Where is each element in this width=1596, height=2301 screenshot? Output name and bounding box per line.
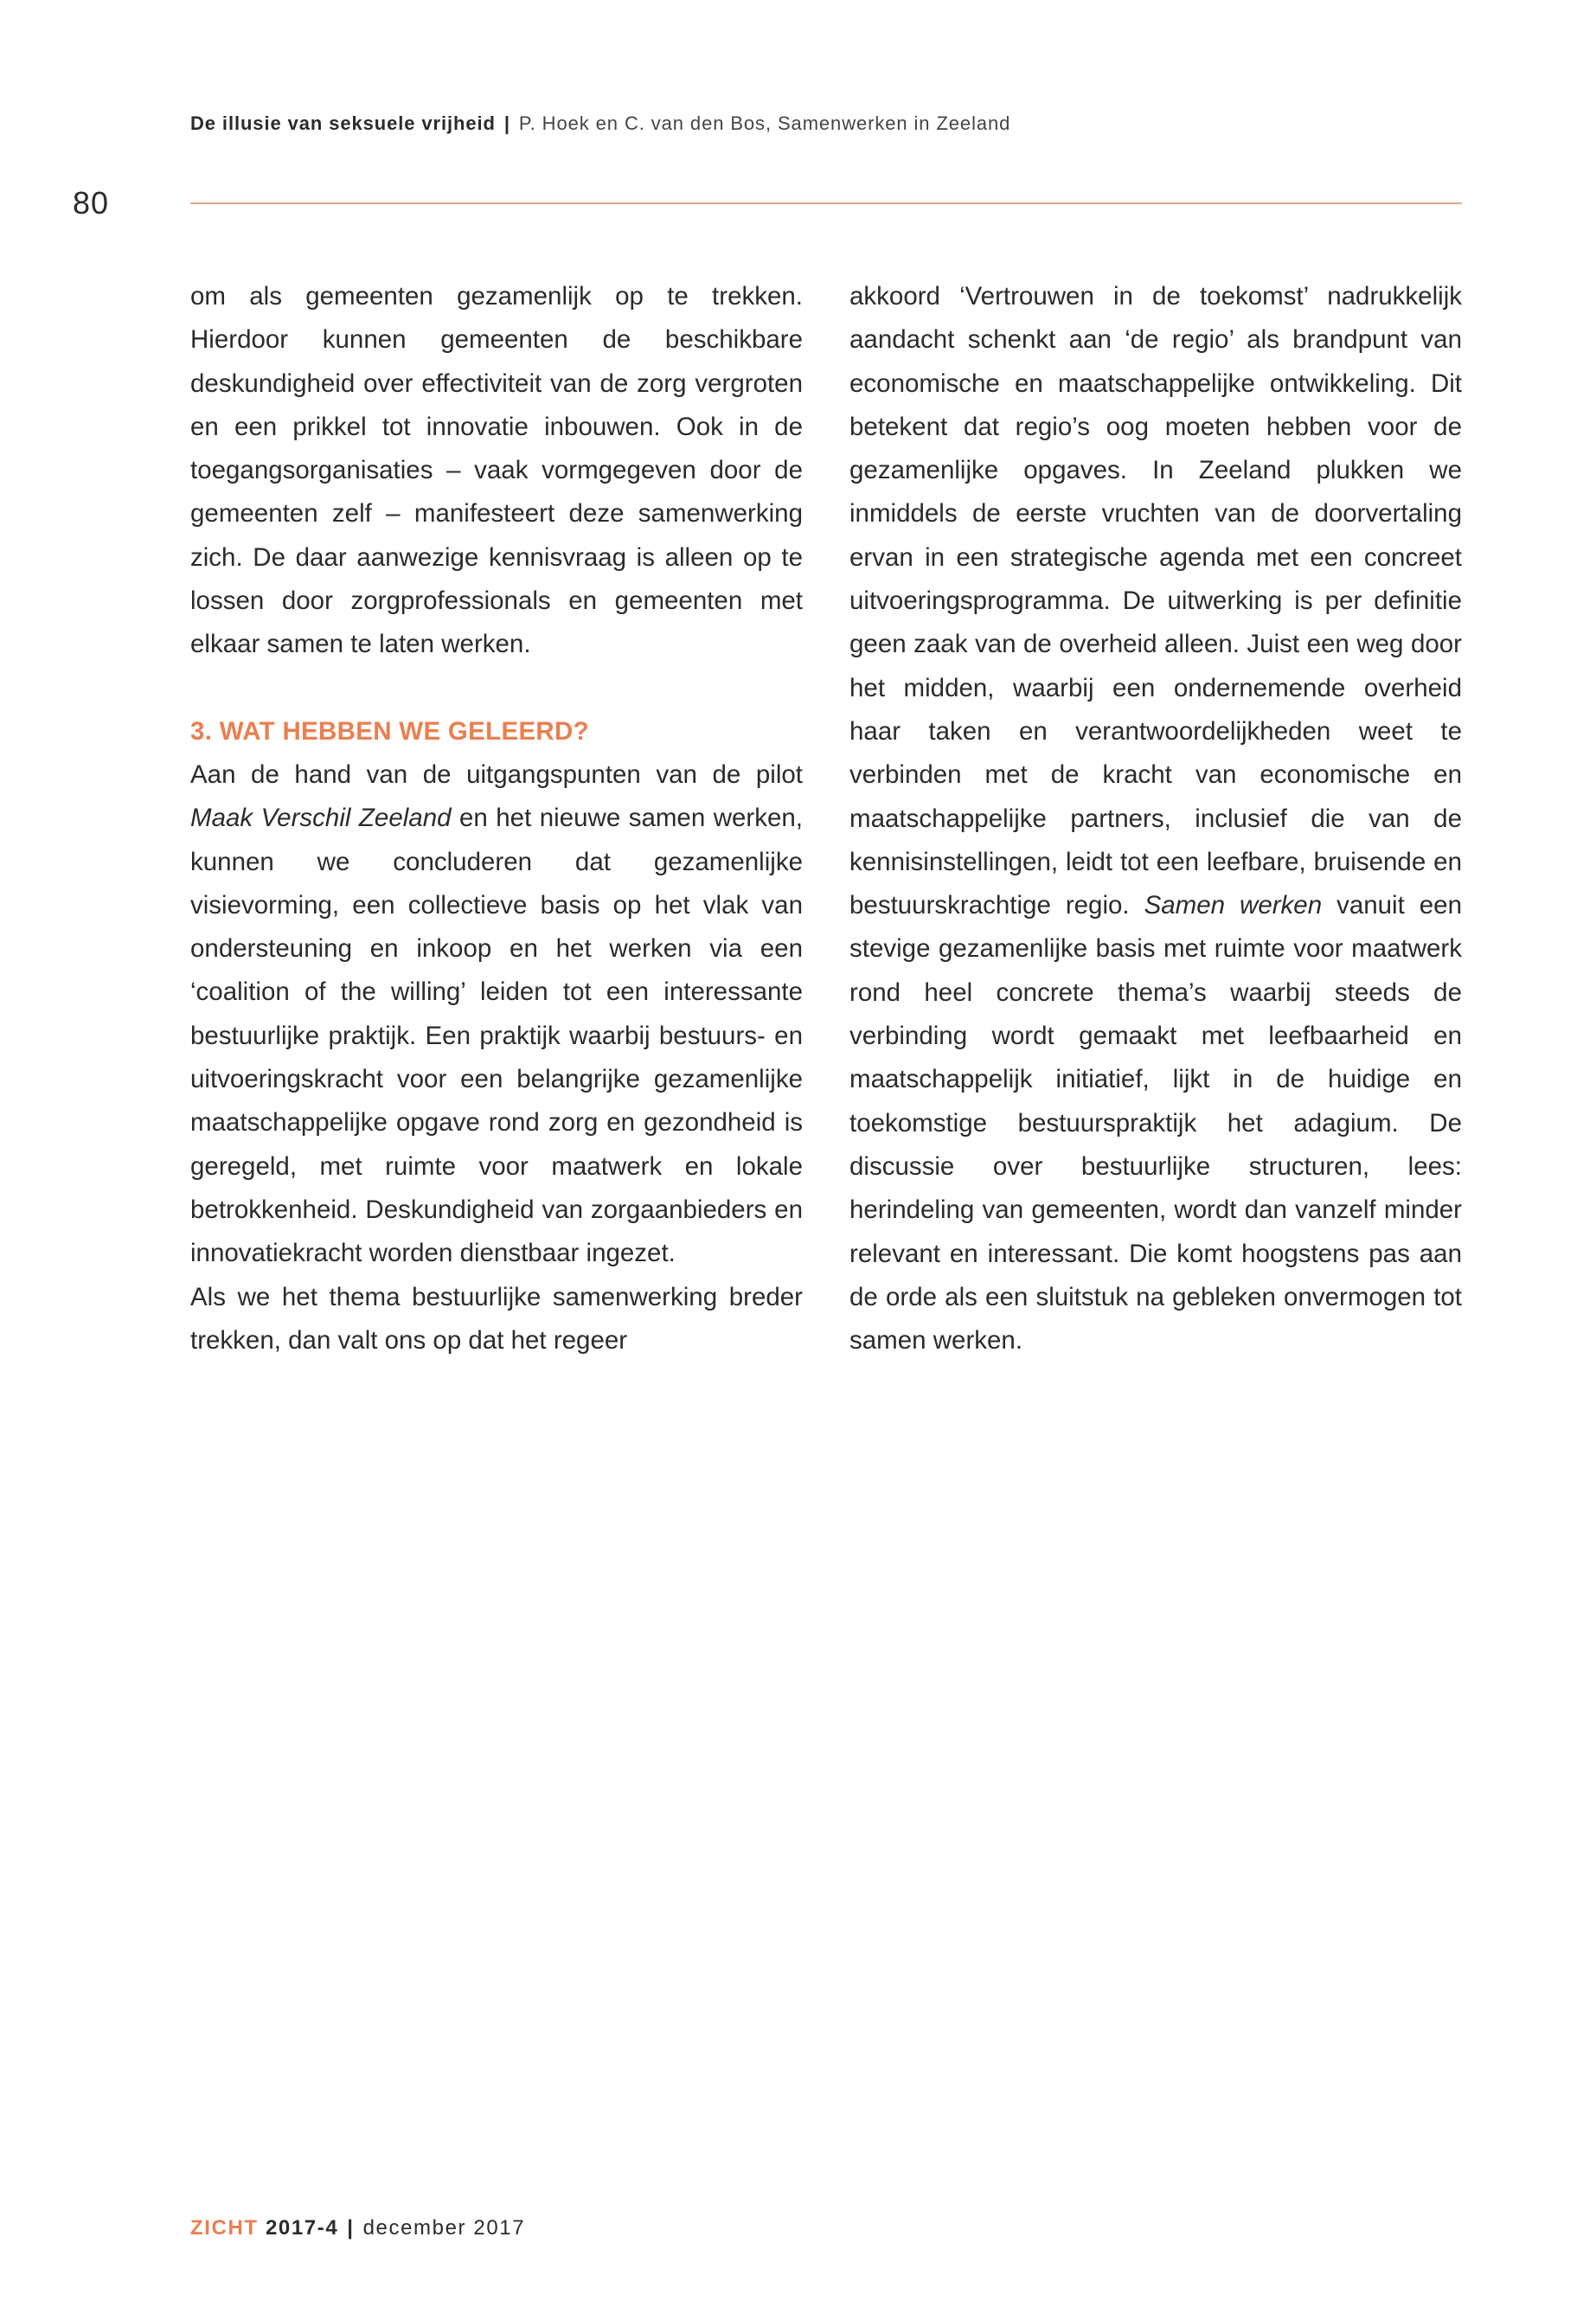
section-heading: 3. WAT HEBBEN WE GELEERD?: [190, 716, 589, 746]
italic-text: Samen werken: [1144, 891, 1323, 920]
issue-number: 2017-4: [265, 2216, 339, 2240]
article-title: De illusie van seksuele vrijheid: [190, 112, 496, 134]
header-separator: |: [503, 112, 510, 134]
paragraph: Als we het thema bestuurlijke samenwerking breder trekken, dan valt ons op dat het regeer: [190, 1282, 803, 1355]
paragraph: [190, 753, 803, 1276]
paragraph-text: akkoord ‘Vertrouwen in de toekomst’ nadrukkelijk aandacht schenkt aan ‘de regio’ als brandpunt van economische en maatschappelijke ontwikkeling. Dit betekent dat regio’s oog moeten hebben voor de gezamenlijke opgaves. In Zeeland plukken we inmiddels de eerste vruchten van de doorvertaling ervan in een strategische agenda met een concreet uitvoeringsprogramma. De uitwerking is per definitie geen zaak van de overheid alleen. Juist een weg door het midden, waarbij een ondernemende overheid haar taken en verantwoordelijkheden weet te verbinden met de kracht van economische en maatschappelijke partners, inclusief die van de kennisinstellingen, leidt tot een leefbare, bruisende en bestuurskrachtige regio.: [849, 282, 1462, 920]
right-column: [849, 275, 1462, 1362]
page-number: 80: [73, 185, 110, 221]
header-divider: [190, 202, 1462, 204]
paragraph: [849, 275, 1462, 1362]
running-head: [190, 112, 1010, 135]
paragraph-text: en het nieuwe samen werken, kunnen we concluderen dat gezamenlijke visievorming, een collectieve basis op het vlak van ondersteuning en inkoop en het werken via een ‘coalition of the willing’ leiden tot een interessante bestuurlijke praktijk. Een praktijk waarbij bestuurs- en uitvoeringskracht voor een belangrijke gezamenlijke maatschappelijke opgave rond zorg en gezondheid is geregeld, met ruimte voor maatwerk en lokale betrokkenheid. Deskundigheid van zorgaanbieders en innovatiekracht worden dienstbaar ingezet.: [190, 804, 803, 1268]
magazine-name: ZICHT: [190, 2216, 259, 2240]
issue-date: december 2017: [362, 2216, 526, 2240]
paragraph-text: vanuit een stevige gezamenlijke basis met ruimte voor maatwerk rond heel concrete thema’s waarbij steeds de verbinding wordt gemaakt met leefbaarheid en maatschappelijk initiatief, lijkt in de huidige en toekomstige bestuurspraktijk het adagium. De discussie over bestuurlijke structuren, lees: herindeling van gemeenten, wordt dan vanzelf minder relevant en interessant. Die komt hoogstens pas aan de orde als een sluitstuk na gebleken onvermogen tot samen werken.: [849, 891, 1462, 1356]
article-authors: P. Hoek en C. van den Bos, Samenwerken in Zeeland: [518, 112, 1011, 134]
italic-text: Maak Verschil Zeeland: [190, 804, 452, 833]
left-column: [190, 275, 803, 1362]
paragraph-text: Aan de hand van de uitgangspunten van de pilot: [190, 760, 803, 789]
paragraph: om als gemeenten gezamenlijk op te trekken. Hierdoor kunnen gemeenten de beschikbare deskundigheid over effectiviteit van de zorg vergroten en een prikkel tot innovatie inbouwen. Ook in de toegangsorganisaties – vaak vormgegeven door de gemeenten zelf – manifesteert deze samenwerking zich. De daar aanwezige kennisvraag is alleen op te lossen door zorgprofessionals en gemeenten met elkaar samen te laten werken.: [190, 282, 803, 659]
footer-separator: |: [347, 2216, 355, 2240]
footer: [190, 2216, 525, 2240]
